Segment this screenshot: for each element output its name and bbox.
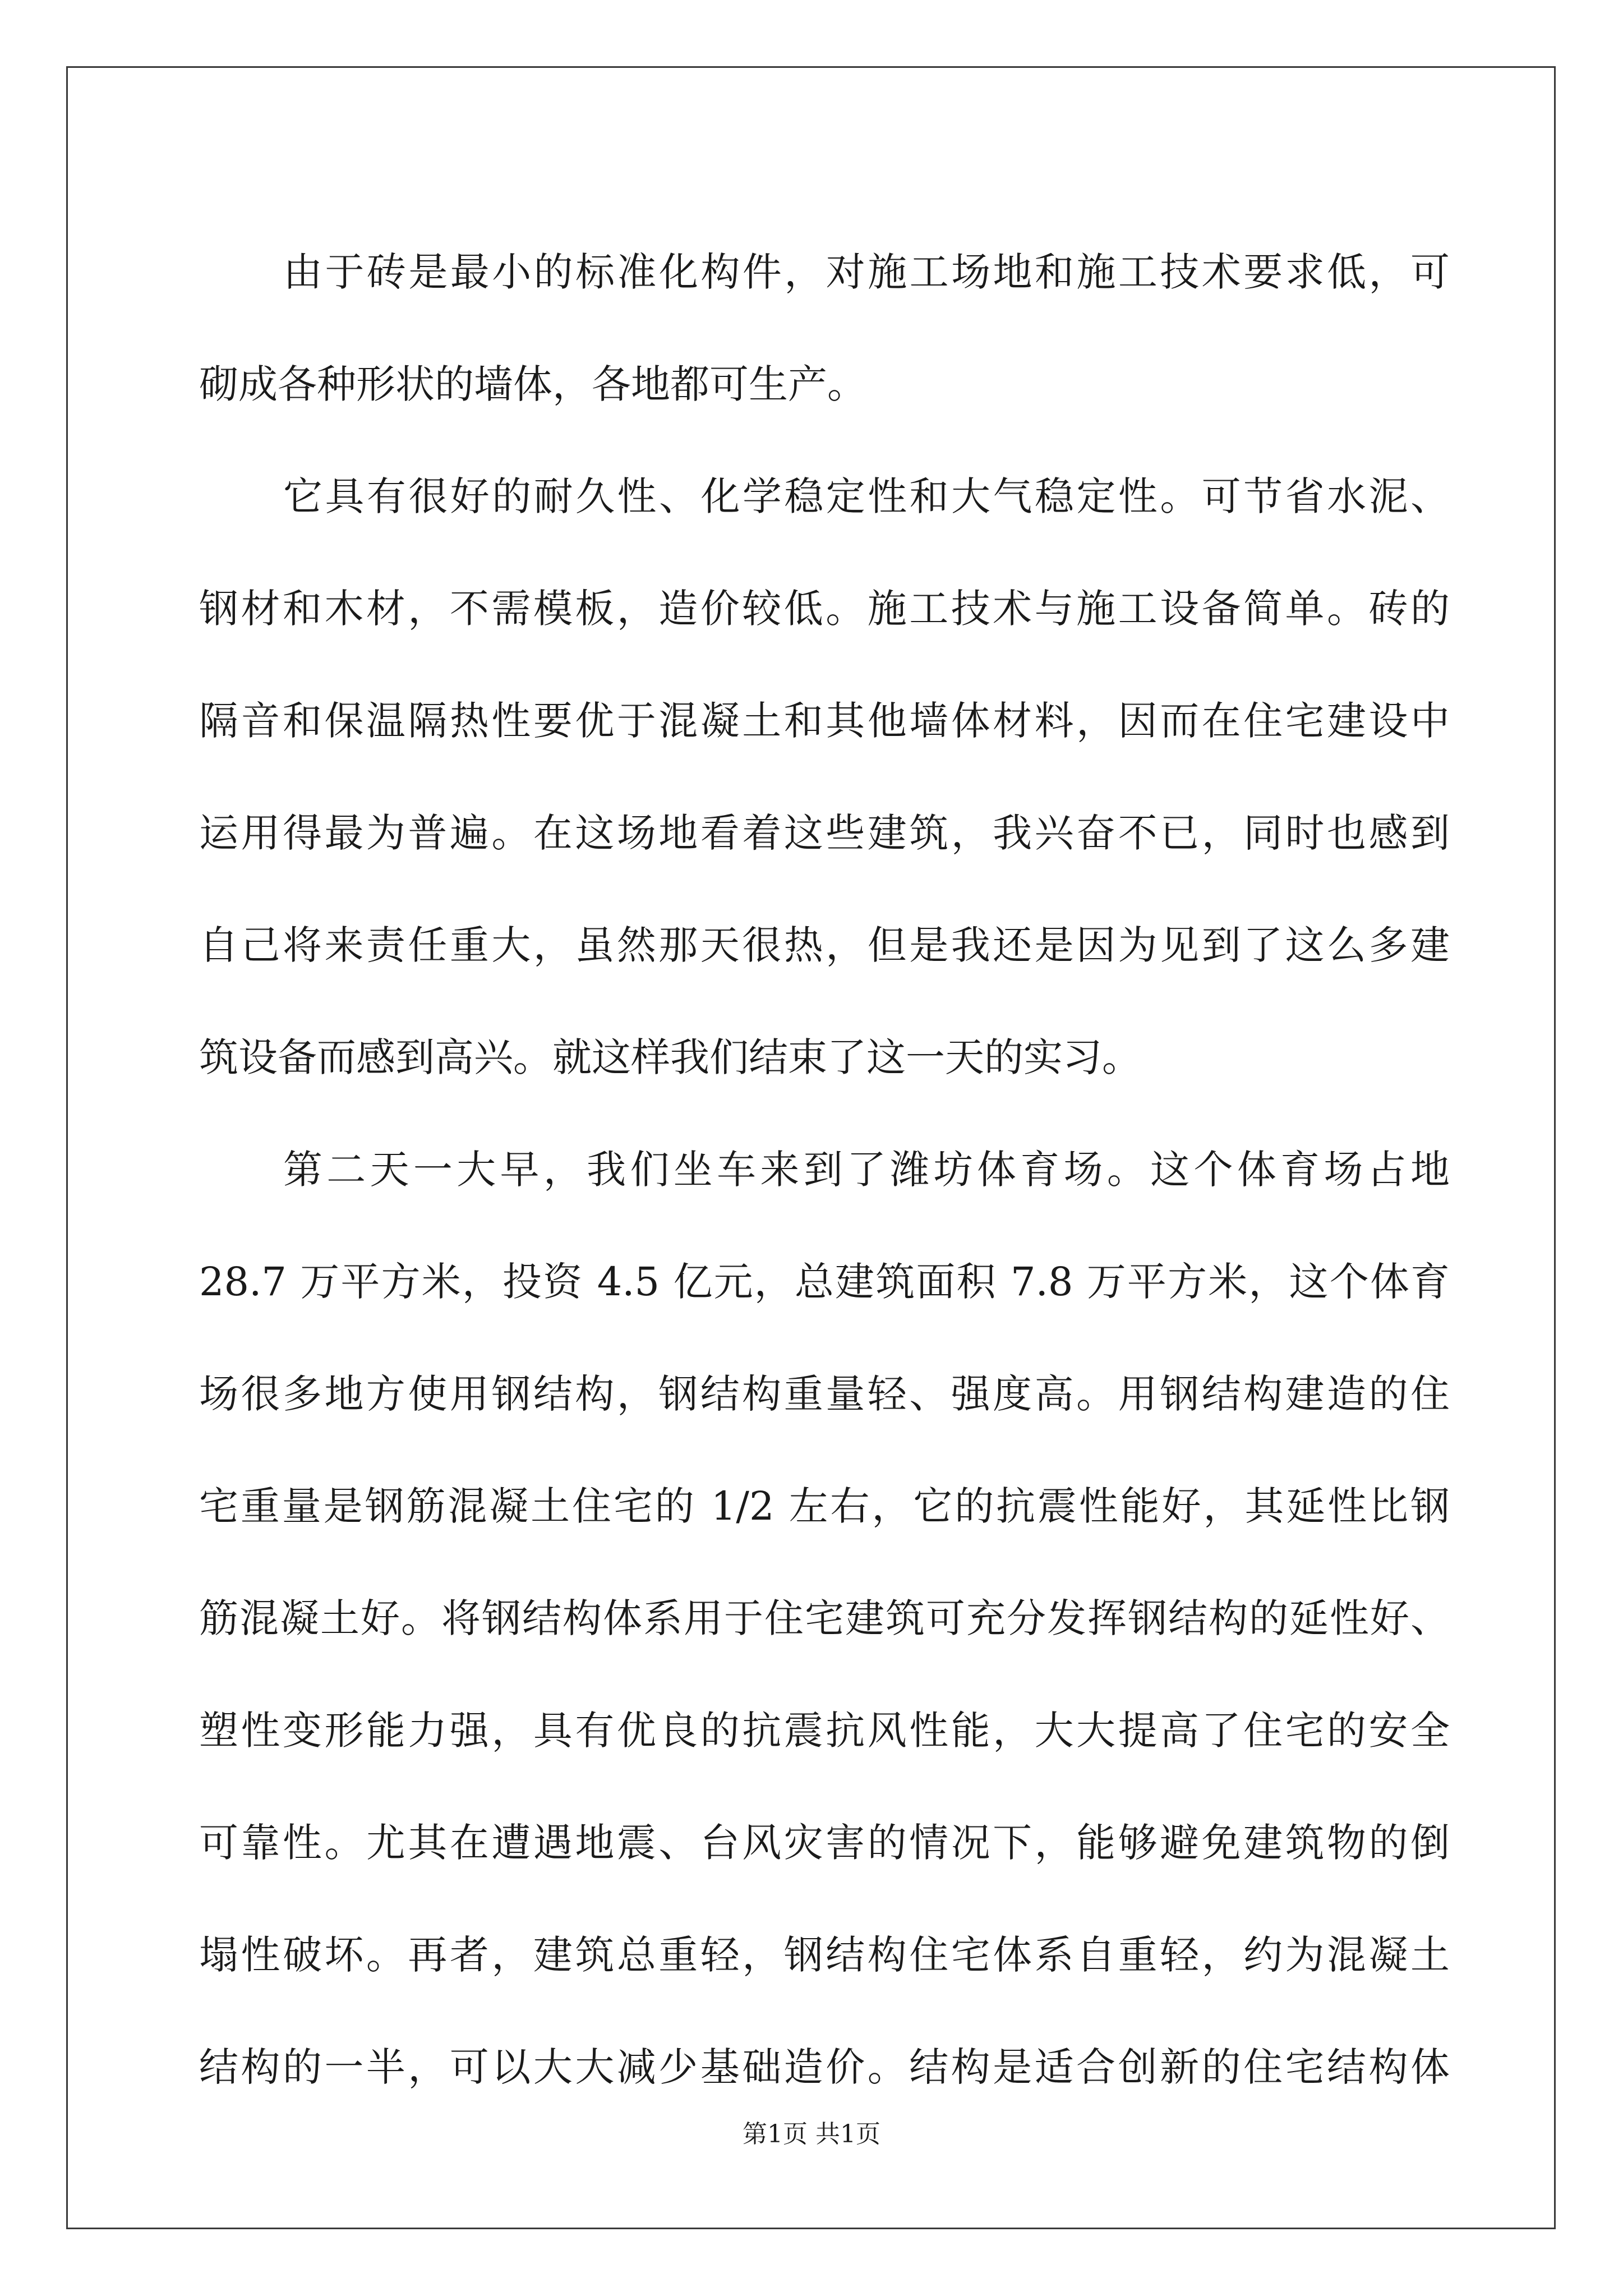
text-line: 运用得最为普遍。在这场地看着这些建筑，我兴奋不已，同时也感到	[199, 810, 1450, 856]
document-body	[199, 216, 1450, 2123]
text-line: 28.7 万平方米，投资 4.5 亿元，总建筑面积 7.8 万平方米，这个体育	[199, 1259, 1450, 1305]
text-line: 由于砖是最小的标准化构件，对施工场地和施工技术要求低，可	[283, 249, 1450, 295]
text-line: 筑设备而感到高兴。就这样我们结束了这一天的实习。	[199, 1034, 1141, 1080]
text-line: 钢材和木材，不需模板，造价较低。施工技术与施工设备简单。砖的	[199, 586, 1450, 632]
text-line: 宅重量是钢筋混凝土住宅的 1/2 左右，它的抗震性能好，其延性比钢	[199, 1483, 1450, 1529]
text-line: 可靠性。尤其在遭遇地震、台风灾害的情况下，能够避免建筑物的倒	[199, 1820, 1450, 1866]
text-line: 塌性破坏。再者，建筑总重轻，钢结构住宅体系自重轻，约为混凝土	[199, 1932, 1450, 1978]
text-line: 塑性变形能力强，具有优良的抗震抗风性能，大大提高了住宅的安全	[199, 1708, 1450, 1754]
text-line: 砌成各种形状的墙体，各地都可生产。	[199, 361, 866, 407]
text-line: 场很多地方使用钢结构，钢结构重量轻、强度高。用钢结构建造的住	[199, 1371, 1450, 1417]
text-line: 结构的一半，可以大大减少基础造价。结构是适合创新的住宅结构体	[199, 2044, 1450, 2090]
text-line: 第二天一大早，我们坐车来到了潍坊体育场。这个体育场占地	[283, 1147, 1450, 1193]
text-line: 筋混凝土好。将钢结构体系用于住宅建筑可充分发挥钢结构的延性好、	[199, 1595, 1450, 1641]
text-line: 它具有很好的耐久性、化学稳定性和大气稳定性。可节省水泥、	[283, 473, 1450, 519]
text-line: 自己将来责任重大，虽然那天很热，但是我还是因为见到了这么多建	[199, 922, 1450, 968]
page-footer: 第1页 共1页	[743, 2120, 880, 2148]
text-line: 隔音和保温隔热性要优于混凝土和其他墙体材料，因而在住宅建设中	[199, 698, 1450, 744]
